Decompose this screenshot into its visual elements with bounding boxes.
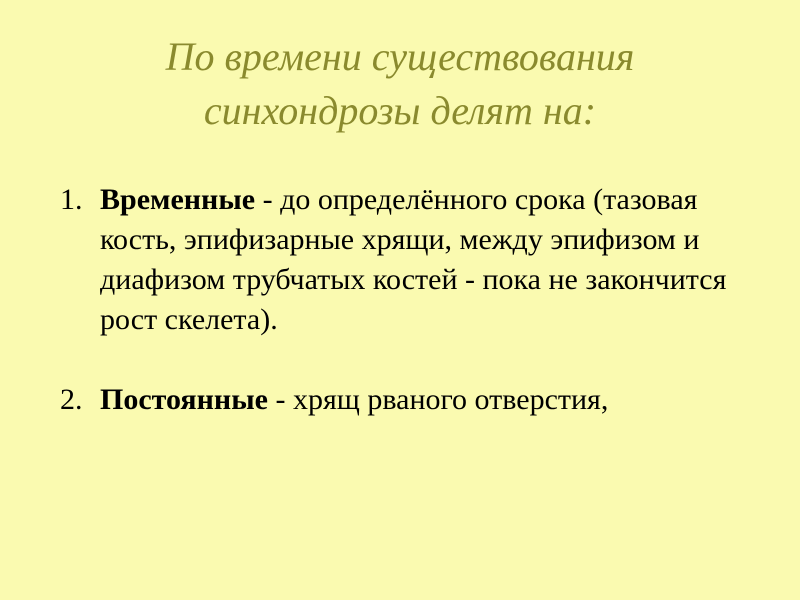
list-item-description: - до определённого срока (тазовая кость, эпифизарные хрящи, между эпифизом и диафизом трубчатых костей - пока не закончится рост скелета). xyxy=(100,183,727,336)
list-item xyxy=(60,380,740,420)
list-item-term: Постоянные xyxy=(100,383,268,416)
list-item-term: Временные xyxy=(100,183,256,216)
list-item-number: 2. xyxy=(60,383,83,416)
list-item-description: - хрящ рваного отверстия, xyxy=(267,383,609,416)
slide-title-line-1: По времени существования xyxy=(165,34,635,79)
list-item-text xyxy=(100,180,740,340)
slide-title-line-2: синхондрозы делят на: xyxy=(203,88,597,133)
list-item-text xyxy=(100,380,740,420)
list-item xyxy=(60,180,740,340)
slide-title xyxy=(80,30,720,138)
list-item-number: 1. xyxy=(60,183,83,216)
numbered-list xyxy=(60,180,740,420)
